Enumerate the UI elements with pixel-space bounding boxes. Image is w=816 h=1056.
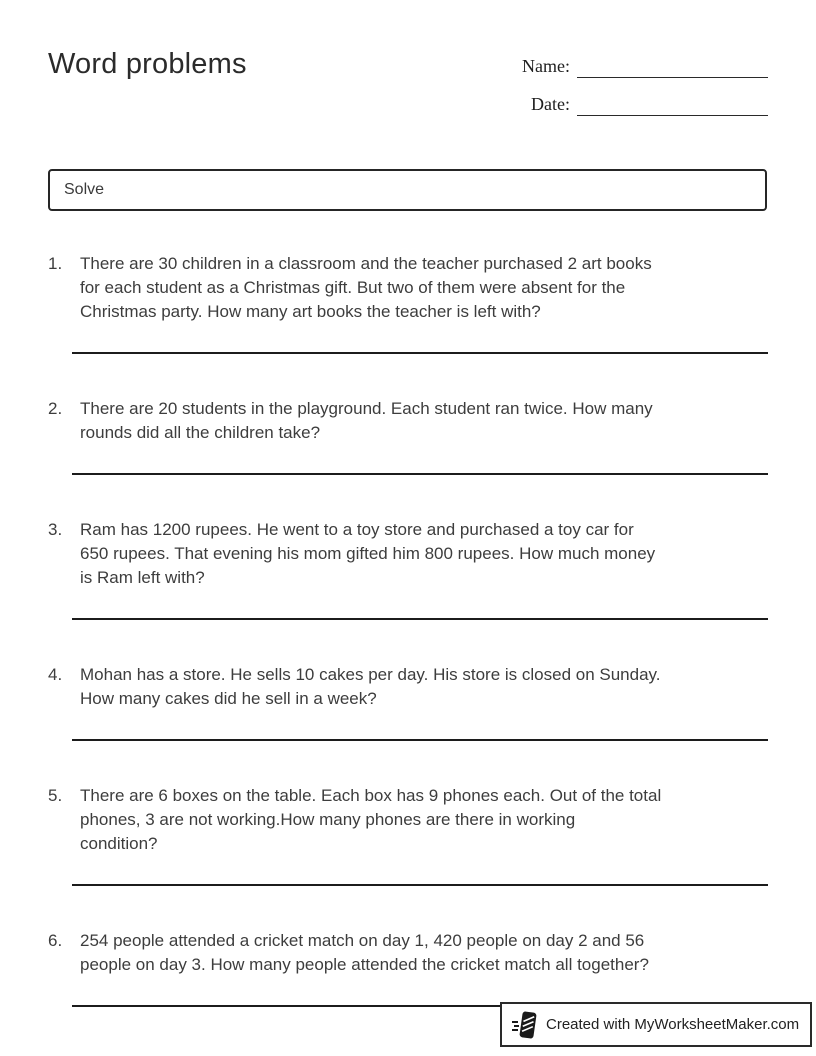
worksheet-maker-logo-icon [512,1010,538,1040]
credit-text: Created with MyWorksheetMaker.com [546,1016,800,1033]
problem-item [48,929,768,1007]
problem-item [48,397,768,475]
problem-number: 4. [48,665,63,684]
problem-text: There are 6 boxes on the table. Each box has 9 phones each. Out of the total phones, 3 are not working.How many phones are there in working condition? [80,786,662,853]
answer-line [72,739,768,741]
instruction-box [48,169,767,211]
problem-number: 1. [48,254,63,273]
problem-number: 2. [48,399,63,418]
problem-list [48,252,768,1050]
date-field-row [490,86,768,116]
answer-line [72,618,768,620]
problem-text: There are 20 students in the playground. Each student ran twice. How many rounds did all the children take? [80,399,653,442]
problem-item [48,252,768,354]
problem-text: There are 30 children in a classroom and the teacher purchased 2 art books for each student as a Christmas gift. But two of them were absent for the Christmas party. How many art books the teacher is left with? [80,254,652,321]
answer-line [72,352,768,354]
problem-number: 6. [48,931,63,950]
problem-text: 254 people attended a cricket match on day 1, 420 people on day 2 and 56 people on day 3. How many people attended the cricket match all together? [80,931,649,974]
credit-badge [500,1002,812,1047]
name-label: Name: [522,56,570,76]
problem-item [48,663,768,741]
name-field-row [490,48,768,78]
problem-text: Mohan has a store. He sells 10 cakes per day. His store is closed on Sunday. How many cakes did he sell in a week? [80,665,661,708]
problem-text: Ram has 1200 rupees. He went to a toy store and purchased a toy car for 650 rupees. That evening his mom gifted him 800 rupees. How much money is Ram left with? [80,520,656,587]
page-title: Word problems [48,48,247,80]
problem-item [48,784,768,886]
problem-number: 5. [48,786,63,805]
name-blank-line [577,51,768,78]
instruction-label: Solve [64,181,105,198]
answer-line [72,884,768,886]
problem-item [48,518,768,620]
date-label: Date: [531,94,570,114]
answer-line [72,473,768,475]
date-blank-line [577,89,768,116]
problem-number: 3. [48,520,63,539]
